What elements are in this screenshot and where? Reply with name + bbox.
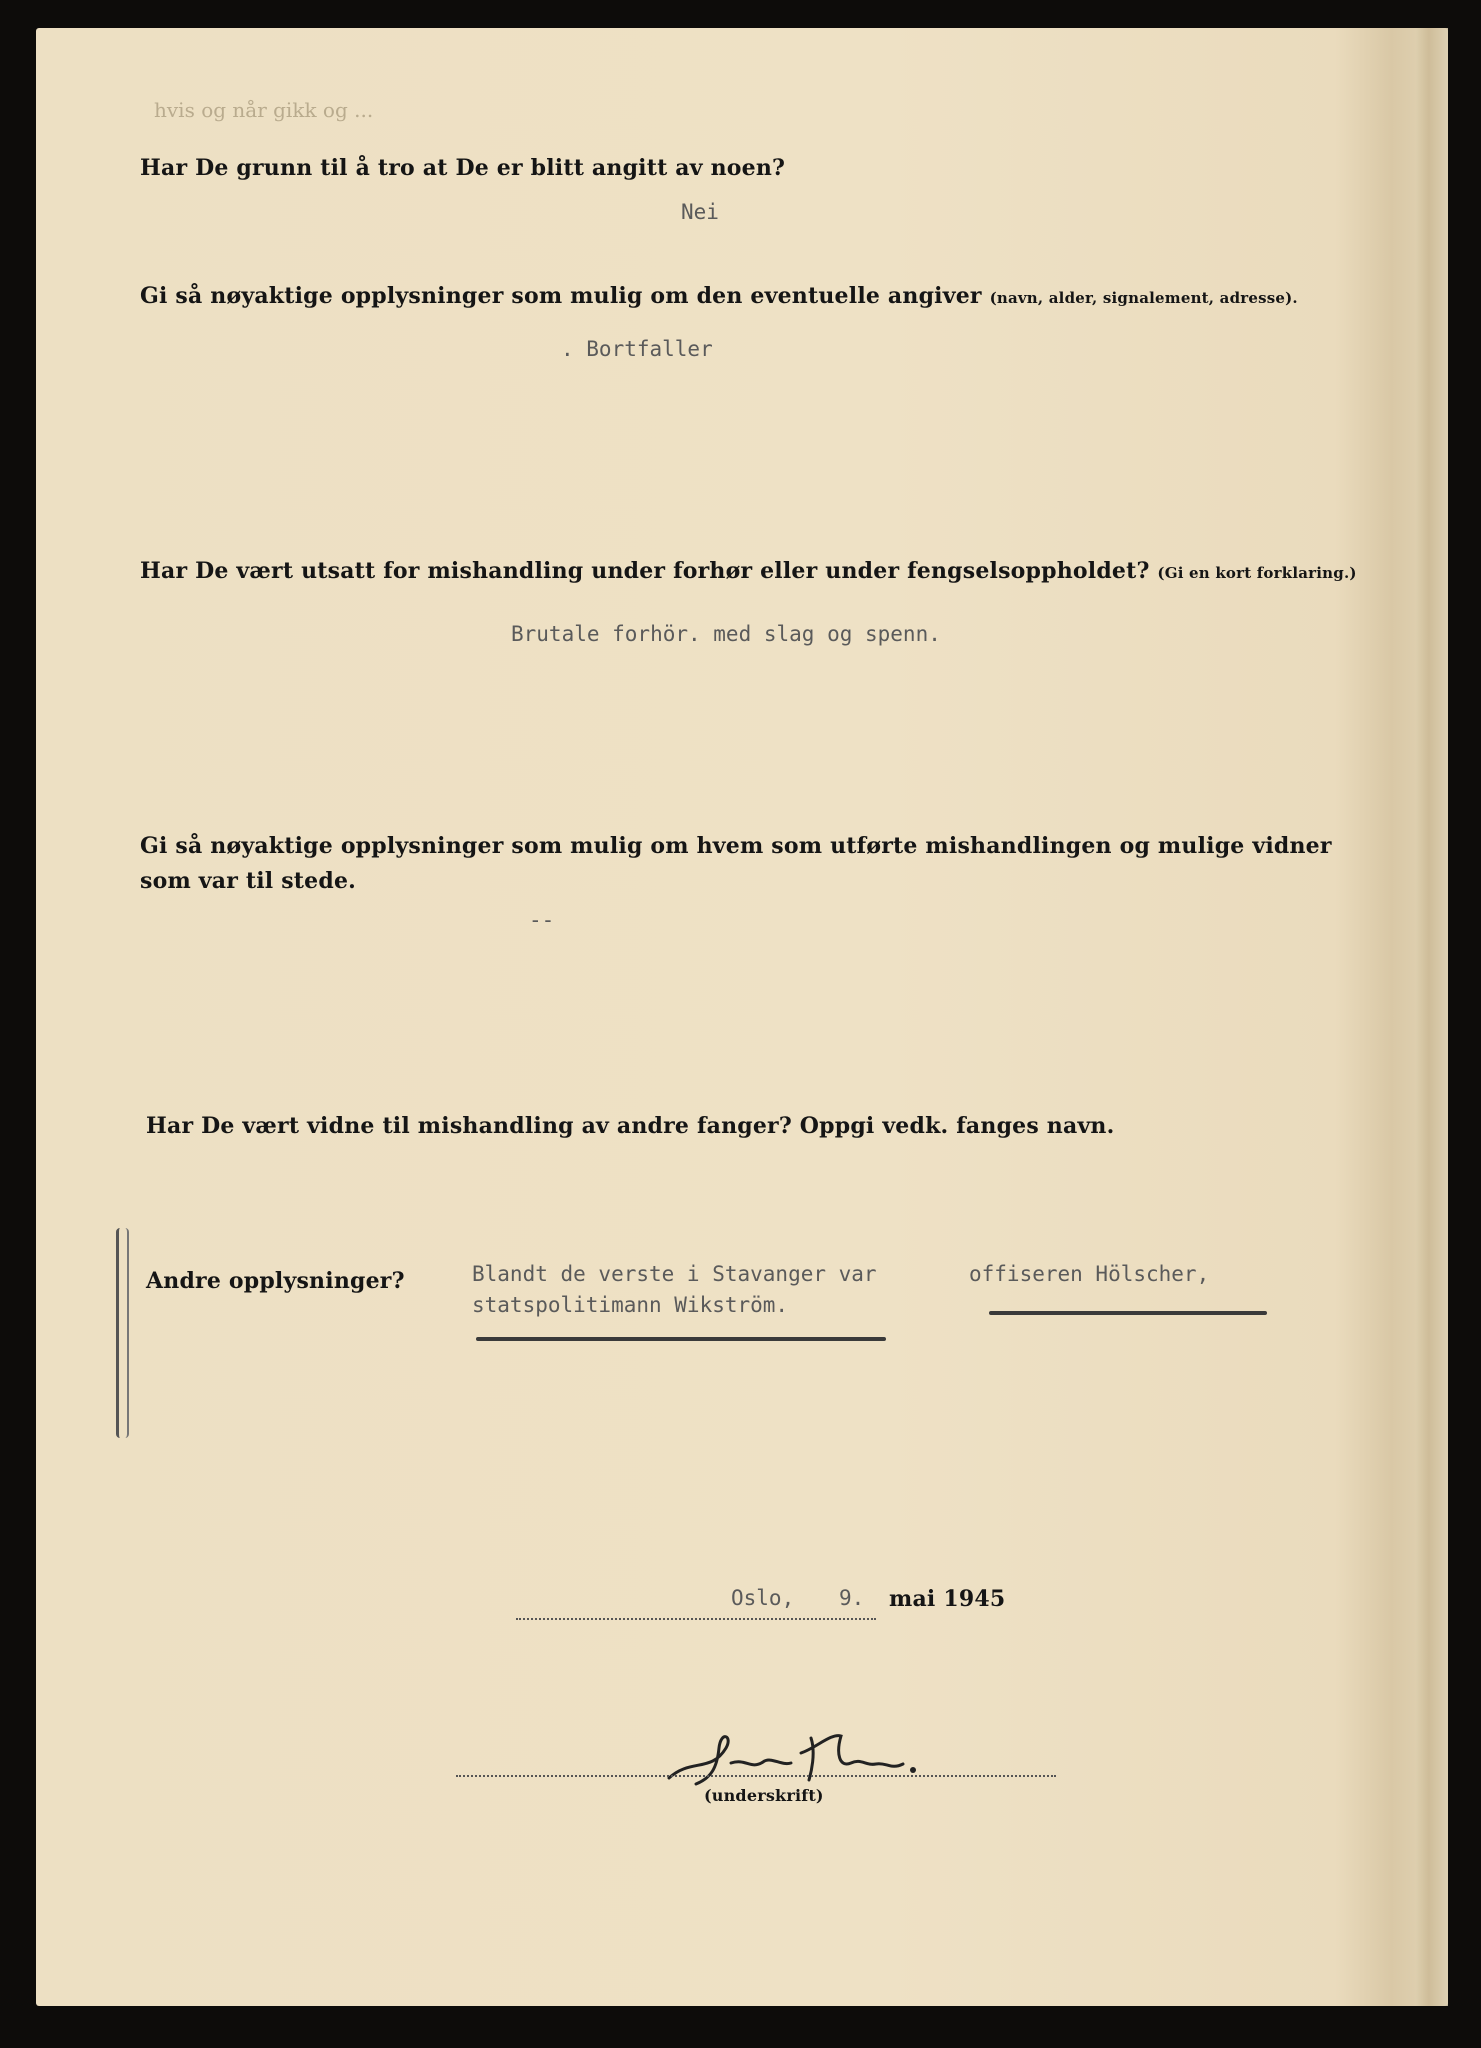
answer-andre-line2: statspolitimann Wikström. <box>472 1293 789 1317</box>
question-angitt: Har De grunn til å tro at De er blitt angitt av noen? <box>140 155 786 181</box>
question-vidne: Har De vært vidne til mishandling av andre fanger? Oppgi vedk. fanges navn. <box>146 1113 1115 1139</box>
answer-andre-line1-left: Blandt de verste i Stavanger var <box>472 1262 877 1286</box>
document-page <box>36 28 1448 2006</box>
margin-mark <box>116 1228 129 1438</box>
faint-header-left: hvis og når gikk og ... <box>154 98 374 122</box>
answer-utforte: -- <box>529 908 555 932</box>
page-fold <box>1416 28 1448 2006</box>
question-mishandling-text: Har De vært utsatt for mishandling under forhør eller under fengselsoppholdet? <box>140 558 1150 584</box>
underline-mark-left <box>476 1337 886 1341</box>
question-utforte-line1: Gi så nøyaktige opplysninger som mulig om hvem som utførte mishandlingen og mulige vidner <box>140 833 1332 859</box>
question-angiver-note: (navn, alder, signalement, adresse). <box>989 289 1298 307</box>
date-dotted-line <box>516 1618 876 1620</box>
question-angiver <box>140 283 1298 309</box>
answer-mishandling: Brutale forhör. med slag og spenn. <box>511 622 941 646</box>
underline-mark-right <box>989 1311 1267 1315</box>
question-mishandling-note: (Gi en kort forklaring.) <box>1157 564 1357 582</box>
answer-angitt: Nei <box>681 200 719 224</box>
date-month-year: mai 1945 <box>889 1586 1006 1612</box>
answer-angiver: . Bortfaller <box>561 337 713 361</box>
question-mishandling <box>140 558 1357 584</box>
answer-andre-line1-right: offiseren Hölscher, <box>969 1262 1210 1286</box>
date-place: Oslo, <box>731 1586 795 1610</box>
signature-label: (underskrift) <box>704 1786 824 1805</box>
question-angiver-text: Gi så nøyaktige opplysninger som mulig om den eventuelle angiver <box>140 283 982 309</box>
question-utforte-line2: som var til stede. <box>140 868 357 894</box>
signature-dotted-line <box>456 1775 1056 1777</box>
date-day: 9. <box>839 1586 865 1610</box>
question-andre: Andre opplysninger? <box>146 1268 405 1294</box>
